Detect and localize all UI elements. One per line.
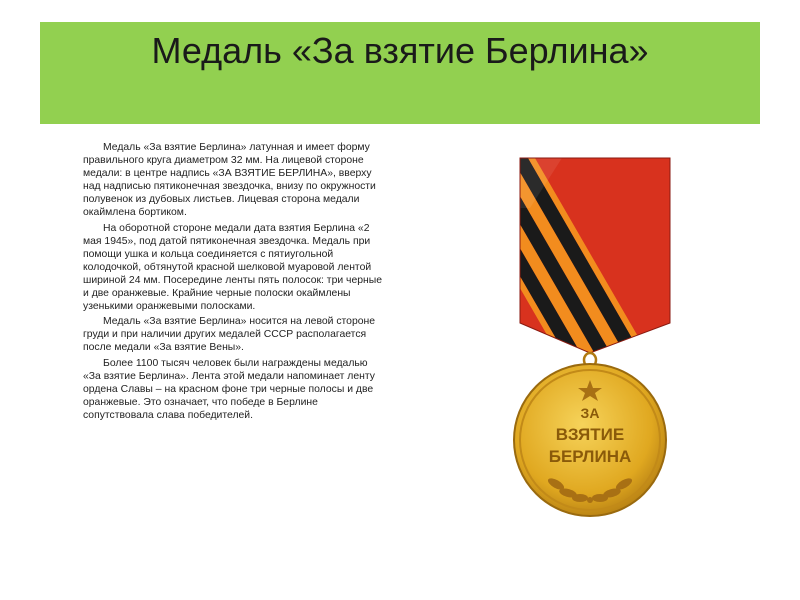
slide-title: Медаль «За взятие Берлина» — [151, 30, 649, 71]
paragraph-4: Более 1100 тысяч человек были награждены медалью «За взятие Берлина». Лента этой медали напоминает ленту ордена Славы – на красном фоне три черные полосы и две оранжевые. Это означает, что победе в Берлине сопутствовала слава победителей. — [83, 357, 375, 421]
inscription-line-3: БЕРЛИНА — [548, 447, 632, 466]
inscription-line-2: ВЗЯТИЕ — [555, 425, 625, 444]
body-text — [83, 141, 386, 424]
inscription-line-1: ЗА — [580, 405, 600, 421]
medal-illustration — [470, 148, 710, 528]
paragraph-2: На оборотной стороне медали дата взятия Берлина «2 мая 1945», под датой пятиконечная звездочка. Медаль при помощи ушка и кольца соединяется с пятиугольной колодочкой, обтянутой красной шелковой муаровой лентой шириной 24 мм. Посередине ленты пять полосок: три черные и две оранжевые. Крайние черные полоски окаймлены узенькими оранжевыми полосками. — [83, 222, 382, 313]
paragraph-1: Медаль «За взятие Берлина» латунная и имеет форму правильного круга диаметром 32 мм. На лицевой стороне медали: в центре надпись «ЗА ВЗЯТИЕ БЕРЛИНА», вверху над надписью пятиконечная звездочка, внизу по окружности полувенок из дубовых листьев. Лицевая сторона медали окаймлена бортиком. — [83, 142, 376, 219]
paragraph-3: Медаль «За взятие Берлина» носится на левой стороне груди и при наличии других медалей СССР располагается после медали «За взятие Вены». — [83, 316, 376, 354]
title-bar — [40, 22, 760, 124]
